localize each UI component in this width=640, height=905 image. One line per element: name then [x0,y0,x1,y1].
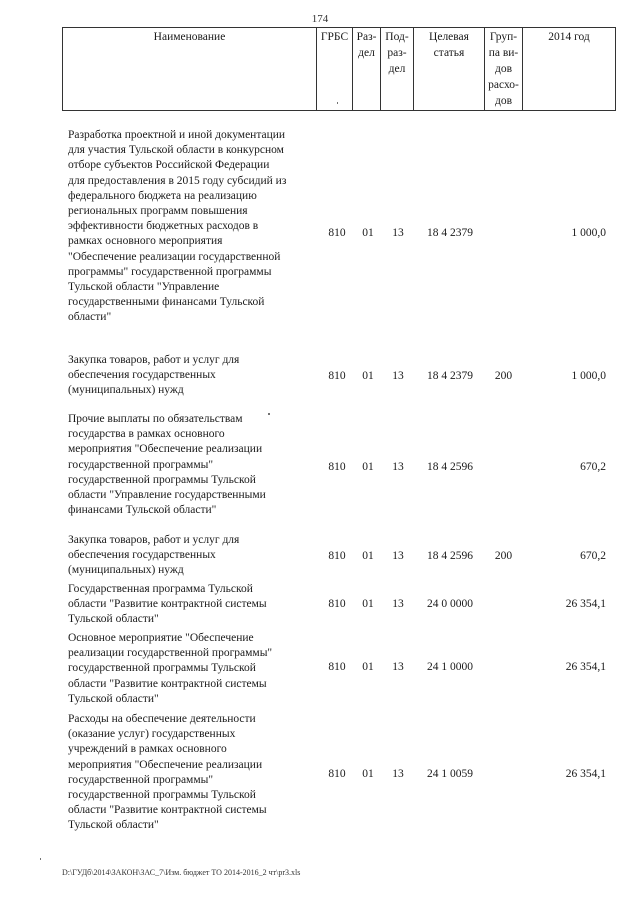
row-grbs: 810 [328,227,346,239]
row-name: Прочие выплаты по обязательствам государства в рамках основного мероприятия "Обеспечение реализации государственной программы" государственной программы Тульской области "Управление государственными финансами Тульской области" [68,413,266,517]
row-podrazdel: 13 [392,227,404,239]
header-razdel: Раз- дел [353,28,381,110]
row-podrazdel: 13 [392,370,404,382]
row-name: Разработка проектной и иной документации для участия Тульской области в конкурсном отборе субъектов Российской Федерации для предоставления в 2015 году субсидий из федерального бюджета на реализацию региональных программ повышения эффективности бюджетных расходов в рамках основного мероприятия "Обеспечение реализации государственной программы" государственной программы Тульской области "Управление государственными финансами Тульской области" [68,129,287,324]
row-amount: 26 354,1 [565,661,606,673]
row-razdel: 01 [362,370,374,382]
row-grbs: 810 [328,768,346,780]
row-razdel: 01 [362,461,374,473]
row-name: Закупка товаров, работ и услуг для обеспечения государственных (муниципальных) нужд [68,354,240,397]
row-grbs: 810 [328,661,346,673]
header-podrazdel: Под- раз- дел [381,28,414,110]
row-target: 18 4 2596 [427,550,473,562]
row-group: 200 [494,550,513,562]
row-razdel: 01 [362,550,374,562]
row-target: 18 4 2379 [427,370,473,382]
row-podrazdel: 13 [392,598,404,610]
header-grbs: ГРБС [317,28,353,110]
row-target: 24 0 0000 [427,598,473,610]
row-grbs: 810 [328,550,346,562]
row-razdel: 01 [362,768,374,780]
page-number: 174 [311,13,329,25]
row-amount: 670,2 [580,461,606,473]
row-grbs: 810 [328,370,346,382]
row-grbs: 810 [328,461,346,473]
row-target: 24 1 0059 [427,768,473,780]
scan-speck [40,858,41,860]
row-name: Государственная программа Тульской области "Развитие контрактной системы Тульской области" [68,583,267,626]
footer-file-path: D:\ГУДб\2014\ЗАКОН\ЗАС_7\Изм. бюджет ТО 2014-2016_2 чт\pr3.xls [62,868,301,877]
row-grbs: 810 [328,598,346,610]
row-target: 18 4 2596 [427,461,473,473]
row-amount: 26 354,1 [565,768,606,780]
row-name: Закупка товаров, работ и услуг для обеспечения государственных (муниципальных) нужд [68,534,240,577]
row-podrazdel: 13 [392,550,404,562]
header-year: 2014 год [548,31,590,43]
row-amount: 670,2 [580,550,606,562]
table-header [62,27,616,111]
row-podrazdel: 13 [392,768,404,780]
header-target: Целевая статья [414,28,485,110]
row-name: Основное мероприятие "Обеспечение реализации государственной программы" государственной программы Тульской области "Развитие контрактной системы Тульской области" [68,632,273,705]
row-target: 18 4 2379 [427,227,473,239]
row-razdel: 01 [362,598,374,610]
row-amount: 1 000,0 [571,370,606,382]
header-group: Груп- па ви- дов расхо- дов [485,28,523,110]
row-amount: 26 354,1 [565,598,606,610]
scan-speck [268,413,270,415]
row-razdel: 01 [362,661,374,673]
row-name: Расходы на обеспечение деятельности (оказание услуг) государственных учреждений в рамках основного мероприятия "Обеспечение реализации государственной программы" государственной программы Тульской области "Развитие контрактной системы Тульской области" [68,713,267,832]
row-target: 24 1 0000 [427,661,473,673]
row-group: 200 [494,370,513,382]
row-razdel: 01 [362,227,374,239]
row-podrazdel: 13 [392,461,404,473]
row-amount: 1 000,0 [571,227,606,239]
row-podrazdel: 13 [392,661,404,673]
scan-speck [337,102,338,104]
header-naimenovanie: Наименование [63,28,317,110]
